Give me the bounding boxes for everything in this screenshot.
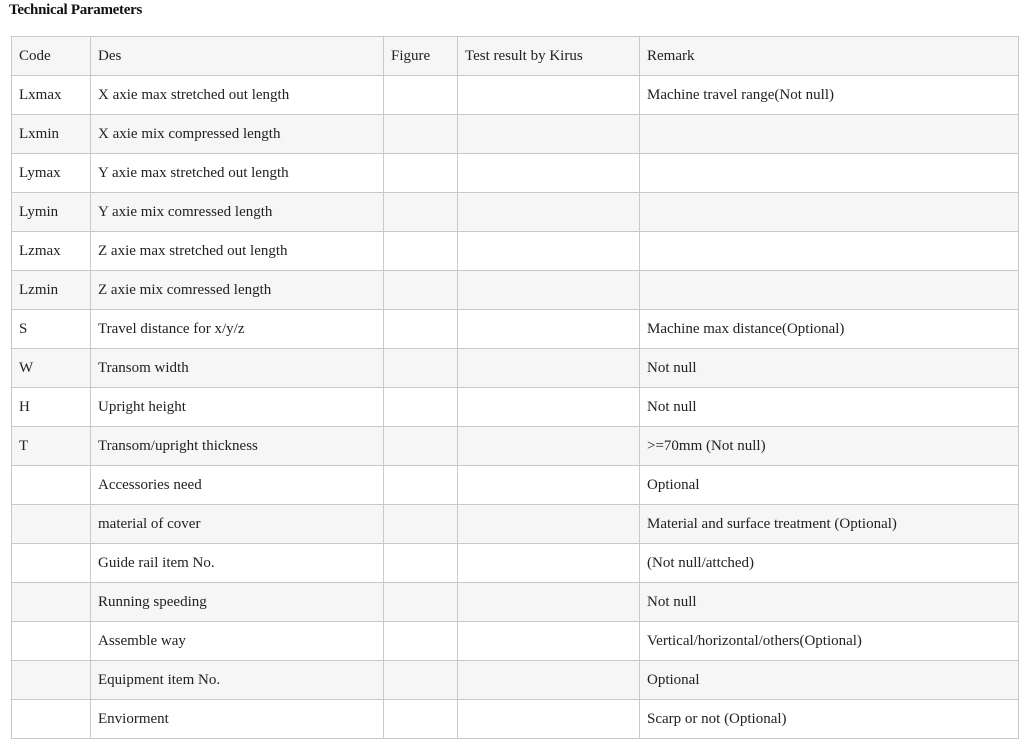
cell-figure xyxy=(384,622,458,661)
cell-code xyxy=(12,700,91,739)
cell-figure xyxy=(384,349,458,388)
cell-remark xyxy=(640,232,1019,271)
cell-remark: Machine travel range(Not null) xyxy=(640,76,1019,115)
cell-figure xyxy=(384,115,458,154)
cell-figure xyxy=(384,76,458,115)
cell-des: Enviorment xyxy=(91,700,384,739)
cell-test-result xyxy=(458,232,640,271)
table-row xyxy=(12,271,1019,310)
table-row xyxy=(12,388,1019,427)
table-row xyxy=(12,700,1019,739)
cell-test-result xyxy=(458,271,640,310)
cell-des: material of cover xyxy=(91,505,384,544)
cell-figure xyxy=(384,154,458,193)
technical-parameters-table xyxy=(11,36,1019,739)
cell-code xyxy=(12,661,91,700)
cell-remark: Not null xyxy=(640,583,1019,622)
cell-des: X axie mix compressed length xyxy=(91,115,384,154)
cell-figure xyxy=(384,700,458,739)
cell-des: Accessories need xyxy=(91,466,384,505)
cell-test-result xyxy=(458,115,640,154)
cell-figure xyxy=(384,583,458,622)
cell-remark xyxy=(640,154,1019,193)
cell-figure xyxy=(384,466,458,505)
cell-des: Y axie mix comressed length xyxy=(91,193,384,232)
cell-test-result xyxy=(458,76,640,115)
cell-test-result xyxy=(458,505,640,544)
table-row xyxy=(12,115,1019,154)
cell-test-result xyxy=(458,661,640,700)
table-header-row xyxy=(12,37,1019,76)
cell-figure xyxy=(384,232,458,271)
table-row xyxy=(12,349,1019,388)
table-row xyxy=(12,661,1019,700)
cell-remark: Optional xyxy=(640,466,1019,505)
table-row xyxy=(12,76,1019,115)
table-row xyxy=(12,622,1019,661)
cell-code: W xyxy=(12,349,91,388)
table-row xyxy=(12,505,1019,544)
table-row xyxy=(12,466,1019,505)
cell-code: Lzmax xyxy=(12,232,91,271)
cell-test-result xyxy=(458,622,640,661)
table-row xyxy=(12,154,1019,193)
cell-code: S xyxy=(12,310,91,349)
cell-remark: (Not null/attched) xyxy=(640,544,1019,583)
header-test-result: Test result by Kirus xyxy=(458,37,640,76)
cell-figure xyxy=(384,427,458,466)
cell-figure xyxy=(384,310,458,349)
cell-des: Z axie max stretched out length xyxy=(91,232,384,271)
cell-des: Transom width xyxy=(91,349,384,388)
cell-des: Y axie max stretched out length xyxy=(91,154,384,193)
cell-remark: Scarp or not (Optional) xyxy=(640,700,1019,739)
cell-test-result xyxy=(458,544,640,583)
header-figure: Figure xyxy=(384,37,458,76)
cell-remark: Not null xyxy=(640,388,1019,427)
cell-code: Lymax xyxy=(12,154,91,193)
cell-remark: >=70mm (Not null) xyxy=(640,427,1019,466)
cell-figure xyxy=(384,271,458,310)
table-row xyxy=(12,232,1019,271)
cell-test-result xyxy=(458,583,640,622)
cell-figure xyxy=(384,505,458,544)
table-row xyxy=(12,544,1019,583)
cell-test-result xyxy=(458,193,640,232)
cell-remark: Not null xyxy=(640,349,1019,388)
cell-code xyxy=(12,622,91,661)
header-code: Code xyxy=(12,37,91,76)
cell-code: Lxmin xyxy=(12,115,91,154)
cell-test-result xyxy=(458,154,640,193)
cell-remark: Optional xyxy=(640,661,1019,700)
table-row xyxy=(12,427,1019,466)
table-row xyxy=(12,310,1019,349)
header-remark: Remark xyxy=(640,37,1019,76)
cell-des: Upright height xyxy=(91,388,384,427)
cell-des: Running speeding xyxy=(91,583,384,622)
cell-remark: Vertical/horizontal/others(Optional) xyxy=(640,622,1019,661)
cell-code xyxy=(12,505,91,544)
cell-code xyxy=(12,583,91,622)
cell-des: Assemble way xyxy=(91,622,384,661)
cell-code: Lzmin xyxy=(12,271,91,310)
cell-test-result xyxy=(458,427,640,466)
cell-remark: Material and surface treatment (Optional) xyxy=(640,505,1019,544)
cell-code: Lxmax xyxy=(12,76,91,115)
cell-remark xyxy=(640,271,1019,310)
cell-figure xyxy=(384,661,458,700)
cell-remark: Machine max distance(Optional) xyxy=(640,310,1019,349)
header-des: Des xyxy=(91,37,384,76)
cell-des: Transom/upright thickness xyxy=(91,427,384,466)
cell-remark xyxy=(640,115,1019,154)
cell-figure xyxy=(384,193,458,232)
cell-test-result xyxy=(458,388,640,427)
cell-test-result xyxy=(458,310,640,349)
cell-des: X axie max stretched out length xyxy=(91,76,384,115)
cell-code xyxy=(12,544,91,583)
cell-code xyxy=(12,466,91,505)
table-row xyxy=(12,583,1019,622)
cell-figure xyxy=(384,388,458,427)
page-title: Technical Parameters xyxy=(9,2,142,18)
cell-code: H xyxy=(12,388,91,427)
cell-test-result xyxy=(458,349,640,388)
cell-figure xyxy=(384,544,458,583)
cell-des: Guide rail item No. xyxy=(91,544,384,583)
cell-des: Travel distance for x/y/z xyxy=(91,310,384,349)
cell-test-result xyxy=(458,466,640,505)
cell-des: Equipment item No. xyxy=(91,661,384,700)
cell-code: Lymin xyxy=(12,193,91,232)
cell-test-result xyxy=(458,700,640,739)
cell-code: T xyxy=(12,427,91,466)
table-row xyxy=(12,193,1019,232)
cell-des: Z axie mix comressed length xyxy=(91,271,384,310)
cell-remark xyxy=(640,193,1019,232)
